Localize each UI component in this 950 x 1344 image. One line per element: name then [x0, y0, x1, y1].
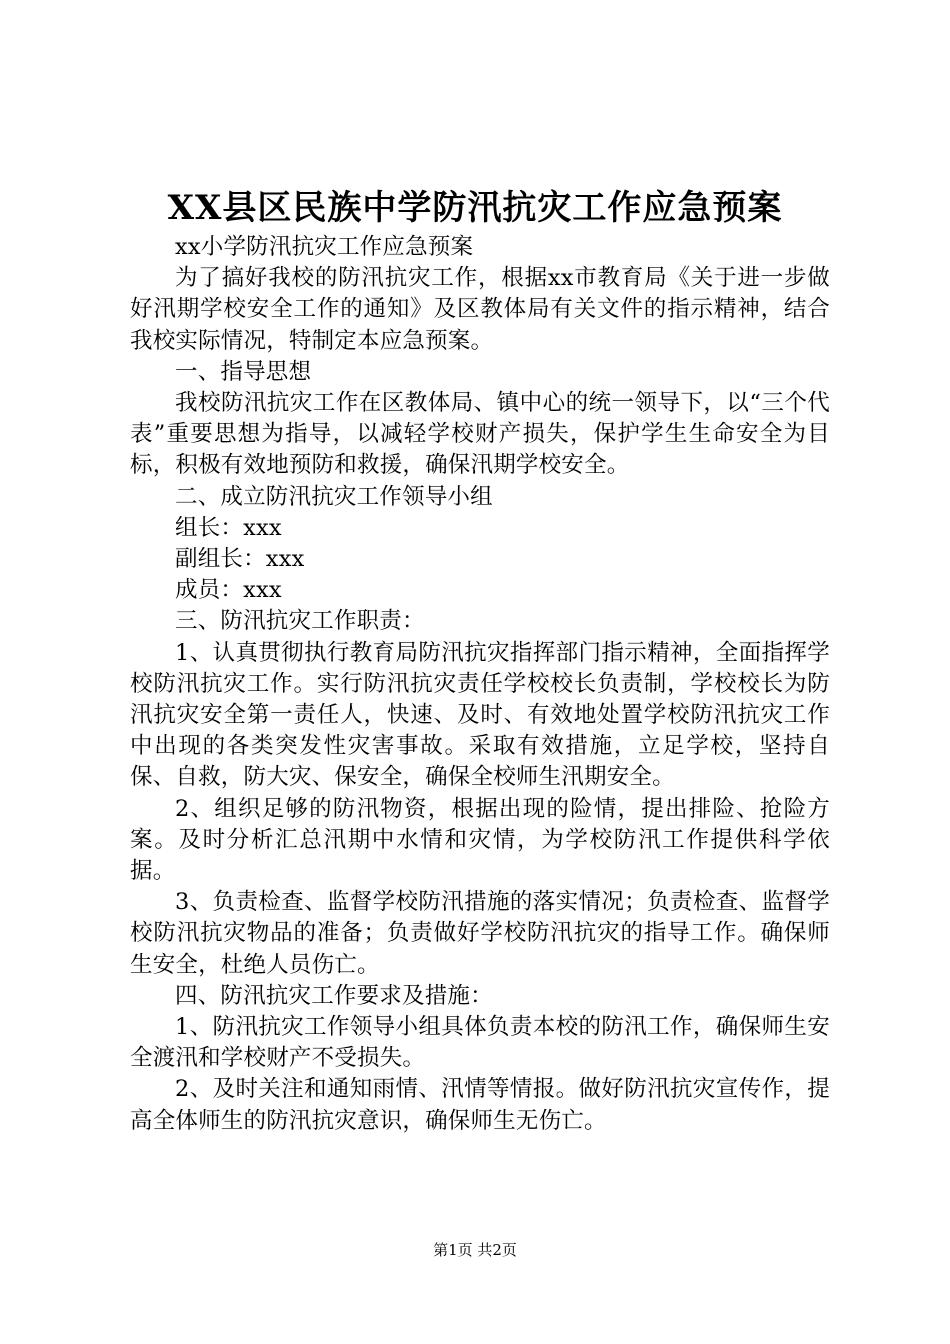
- page-footer: 第1页 共2页: [433, 1241, 517, 1259]
- paragraph-duty-3: 3、负责检查、监督学校防汛措施的落实情况；负责检查、监督学校防汛抗灾物品的准备；负责做好学校防汛抗灾的指导工作。确保师生安全，杜绝人员伤亡。: [130, 889, 830, 978]
- heading-section-1: 一、指导思想: [175, 358, 312, 385]
- paragraph-section-1: 我校防汛抗灾工作在区教体局、镇中心的统一领导下，以“三个代表”重要思想为指导，以减轻学校财产损失，保护学生生命安全为目标，积极有效地预防和救援，确保汛期学校安全。: [130, 390, 830, 479]
- paragraph-deputy-leader: 副组长：xxx: [175, 546, 305, 573]
- heading-section-3: 三、防汛抗灾工作职责：: [175, 608, 425, 635]
- paragraph-intro: 为了搞好我校的防汛抗灾工作，根据xx市教育局《关于进一步做好汛期学校安全工作的通知》及区教体局有关文件的指示精神，结合我校实际情况，特制定本应急预案。: [130, 265, 830, 354]
- heading-section-4: 四、防汛抗灾工作要求及措施：: [175, 982, 493, 1009]
- document-body: [130, 232, 830, 1137]
- paragraph-leader: 组长：xxx: [175, 514, 282, 541]
- paragraph-measure-2: 2、及时关注和通知雨情、汛情等情报。做好防汛抗灾宣传作，提高全体师生的防汛抗灾意识，确保师生无伤亡。: [130, 1076, 830, 1134]
- paragraph-duty-2: 2、组织足够的防汛物资，根据出现的险情，提出排险、抢险方案。及时分析汇总汛期中水情和灾情，为学校防汛工作提供科学依据。: [130, 795, 830, 885]
- paragraph-duty-1: 1、认真贯彻执行教育局防汛抗灾指挥部门指示精神，全面指挥学校防汛抗灾工作。实行防汛抗灾责任学校校长负责制，学校校长为防汛抗灾安全第一责任人，快速、及时、有效地处置学校防汛抗灾工作中出现的各类突发性灾害事故。采取有效措施，立足学校，坚持自保、自救，防大灾、保安全，确保全校师生汛期安全。: [130, 639, 830, 791]
- paragraph-subtitle: xx小学防汛抗灾工作应急预案: [175, 234, 474, 260]
- document-title: XX县区民族中学防汛抗灾工作应急预案: [167, 188, 783, 228]
- heading-section-2: 二、成立防汛抗灾工作领导小组: [175, 483, 493, 510]
- paragraph-measure-1: 1、防汛抗灾工作领导小组具体负责本校的防汛工作，确保师生安全渡汛和学校财产不受损失。: [130, 1014, 830, 1072]
- paragraph-members: 成员：xxx: [175, 577, 282, 604]
